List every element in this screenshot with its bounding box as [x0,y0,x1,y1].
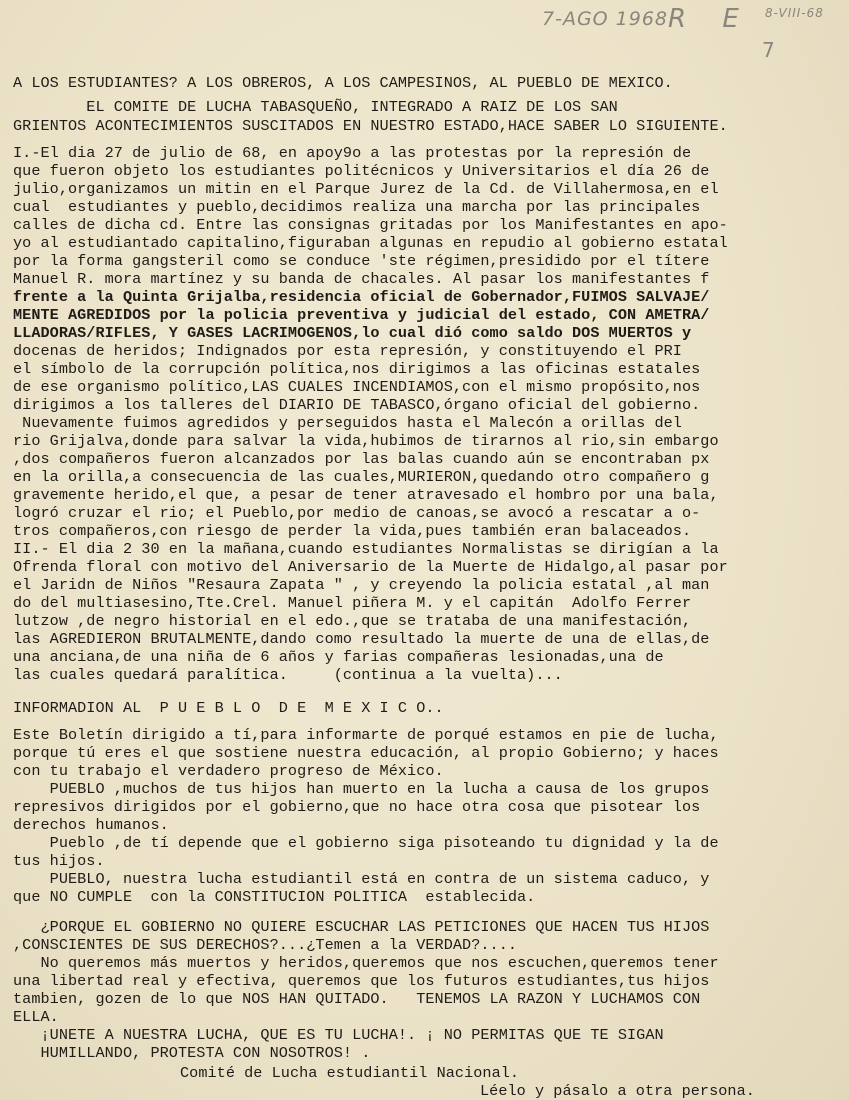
body-line: cual estudiantes y pueblo,decidimos realiza una marcha por las principales [13,198,701,216]
body-line: rio Grijalva,donde para salvar la vida,hubimos de tirarnos al rio,sin embargo [13,432,719,450]
info-line: derechos humanos. [13,816,169,834]
appeal-line: ,CONSCIENTES DE SUS DERECHOS?...¿Temen a la VERDAD?.... [13,936,518,954]
info-line: porque tú eres el que sostiene nuestra educación, al propio Gobierno; y haces [13,744,719,762]
handwritten-date: 7-AGO 1968 [542,8,669,30]
info-line: Pueblo ,de tí depende que el gobierno siga pisoteando tu dignidad y la de [13,834,719,852]
body-line: el símbolo de la corrupción política,nos dirigimos a las oficinas estatales [13,360,701,378]
body-line: que fueron objeto los estudiantes politécnicos y Universitarios el día 26 de [13,162,710,180]
body-line: las cuales quedará paralítica. (continua a la vuelta)... [13,666,563,684]
info-line: PUEBLO, nuestra lucha estudiantil está en contra de un sistema caduco, y [13,870,710,888]
body-line: frente a la Quinta Grijalba,residencia oficial de Gobernador,FUIMOS SALVAJE/ [13,288,710,306]
body-line: Nuevamente fuimos agredidos y perseguidos hasta el Malecón a orillas del [13,414,682,432]
body-line: por la forma gangsteril como se conduce 'ste régimen,presidido por el títere [13,252,710,270]
body-line: II.- El dia 2 30 en la mañana,cuando estudiantes Normalistas se dirigían a la [13,540,719,558]
appeal-line: ¿PORQUE EL GOBIERNO NO QUIERE ESCUCHAR LAS PETICIONES QUE HACEN TUS HIJOS [13,918,710,936]
handwritten-mark: 7 [762,38,776,62]
body-line: MENTE AGREDIDOS por la policia preventiva y judicial del estado, CON AMETRA/ [13,306,710,324]
body-line: julio,organizamos un mitin en el Parque Jurez de la Cd. de Villahermosa,en el [13,180,719,198]
info-heading: INFORMADION AL P U E B L O D E M E X I C O.. [13,699,444,717]
body-line: do del multiasesino,Tte.Crel. Manuel piñera M. y el capitán Adolfo Ferrer [13,594,692,612]
body-line: Ofrenda floral con motivo del Aniversario de la Muerte de Hidalgo,al pasar por [13,558,728,576]
heading-line: A LOS ESTUDIANTES? A LOS OBREROS, A LOS CAMPESINOS, AL PUEBLO DE MEXICO. [13,74,673,92]
appeal-line: No queremos más muertos y heridos,queremos que nos escuchen,queremos tener [13,954,719,972]
body-line: LLADORAS/RIFLES, Y GASES LACRIMOGENOS,lo cual dió como saldo DOS MUERTOS y [13,324,692,342]
body-line: logró cruzar el rio; el Pueblo,por medio de canoas,se avocó a rescatar a o- [13,504,701,522]
handwritten-small-date: 8-VIII-68 [765,6,824,20]
appeal-line: una libertad real y efectiva, queremos que los futuros estudiantes,tus hijos [13,972,710,990]
appeal-line: ELLA. [13,1008,59,1026]
body-line: una anciana,de una niña de 6 años y farias compañeras lesionadas,una de [13,648,664,666]
body-line: docenas de heridos; Indignados por esta represión, y constituyendo el PRI [13,342,682,360]
body-line: lutzow ,de negro historial en el edo.,que se trataba de una manifestación, [13,612,692,630]
info-line: tus hijos. [13,852,105,870]
body-line: yo al estudiantado capitalino,figuraban algunas en repudio al gobierno estatal [13,234,728,252]
body-line: dirigimos a los talleres del DIARIO DE TABASCO,órgano oficial del gobierno. [13,396,701,414]
info-line: represivos dirigidos por el gobierno,que no hace otra cosa que pisotear los [13,798,701,816]
closing-note: Léelo y pásalo a otra persona. [480,1082,755,1100]
info-line: Este Boletín dirigido a tí,para informarte de porqué estamos en pie de lucha, [13,726,719,744]
intro-line: GRIENTOS ACONTECIMIENTOS SUSCITADOS EN NUESTRO ESTADO,HACE SABER LO SIGUIENTE. [13,117,728,135]
body-line: Manuel R. mora martínez y su banda de chacales. Al pasar los manifestantes f [13,270,710,288]
body-line: tros compañeros,con riesgo de perder la vida,pues también eran balaceados. [13,522,692,540]
body-line: el Jaridn de Niños "Resaura Zapata " , y creyendo la policia estatal ,al man [13,576,710,594]
body-line: de ese organismo político,LAS CUALES INCENDIAMOS,con el mismo propósito,nos [13,378,701,396]
body-line: calles de dicha cd. Entre las consignas gritadas por los Manifestantes en apo- [13,216,728,234]
info-line: con tu trabajo el verdadero progreso de México. [13,762,444,780]
intro-line: EL COMITE DE LUCHA TABASQUEÑO, INTEGRADO A RAIZ DE LOS SAN [13,98,618,116]
info-line: PUEBLO ,muchos de tus hijos han muerto en la lucha a causa de los grupos [13,780,710,798]
info-line: que NO CUMPLE con la CONSTITUCION POLITICA establecida. [13,888,536,906]
body-line: gravemente herido,el que, a pesar de tener atravesado el hombro por una bala, [13,486,719,504]
appeal-line: ¡UNETE A NUESTRA LUCHA, QUE ES TU LUCHA!. ¡ NO PERMITAS QUE TE SIGAN [13,1026,664,1044]
handwritten-initials: R E [668,4,753,34]
body-line: las AGREDIERON BRUTALMENTE,dando como resultado la muerte de una de ellas,de [13,630,710,648]
body-line: ,dos compañeros fueron alcanzados por las balas cuando aún se encontraban px [13,450,710,468]
appeal-line: tambien, gozen de lo que NOS HAN QUITADO. TENEMOS LA RAZON Y LUCHAMOS CON [13,990,701,1008]
committee-signature: Comité de Lucha estudiantil Nacional. [180,1064,520,1082]
body-line: I.-El dia 27 de julio de 68, en apoy9o a las protestas por la represión de [13,144,692,162]
appeal-line: HUMILLANDO, PROTESTA CON NOSOTROS! . [13,1044,371,1062]
body-line: en la orilla,a consecuencia de las cuales,MURIERON,quedando otro compañero g [13,468,710,486]
